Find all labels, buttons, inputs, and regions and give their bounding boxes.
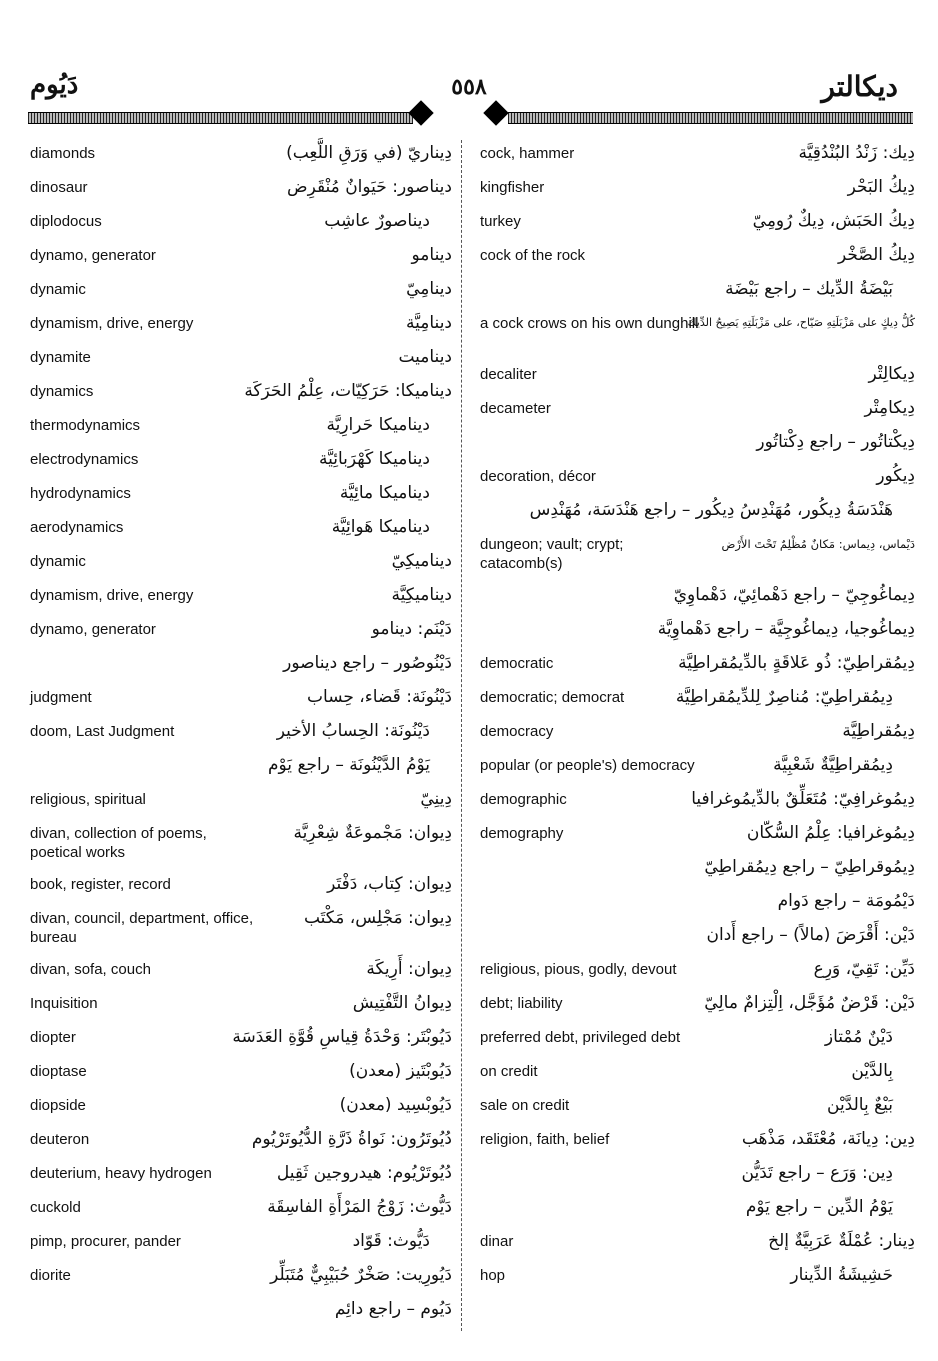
- entry-english: demography: [480, 825, 564, 842]
- entry-arabic: دِين: دِيانَة، مُعْتَقَد، مَذْهَب: [741, 1129, 915, 1149]
- dictionary-entry: [480, 582, 915, 613]
- entry-english: dynamite: [30, 349, 91, 366]
- entry-english: pimp, procurer, pander: [30, 1233, 181, 1250]
- entry-english: religion, faith, belief: [480, 1131, 610, 1148]
- entry-arabic: دِيكالِتْر: [868, 364, 915, 384]
- entry-english: dynamo, generator: [30, 621, 156, 638]
- entry-english: cock, hammer: [480, 145, 575, 162]
- dictionary-entry: [480, 429, 915, 460]
- entry-arabic: دِيوانُ التَّفْتِيش: [352, 993, 452, 1013]
- entry-english: dungeon; vault; crypt; catacomb(s): [480, 536, 624, 572]
- entry-arabic: دَيُوبْتَر: وَحْدَةُ قِياسِ قُوَّةِ العَدَسَة: [232, 1027, 452, 1047]
- dictionary-entry: [480, 174, 915, 205]
- header-rule-right: [508, 112, 913, 124]
- entry-english: religious, spiritual: [30, 791, 146, 808]
- dictionary-entry: [30, 1092, 452, 1123]
- entry-arabic: دَيْنُونَة: قَضاء، حِساب: [307, 687, 452, 707]
- entry-english: on credit: [480, 1063, 538, 1080]
- entry-english: dynamic: [30, 281, 86, 298]
- right-column: [480, 140, 915, 1296]
- dictionary-entry: [30, 718, 452, 749]
- dictionary-entry: [30, 905, 452, 953]
- dictionary-entry: [30, 752, 452, 783]
- dictionary-entry: [30, 582, 452, 613]
- dictionary-entry: [30, 956, 452, 987]
- dictionary-entry: [480, 242, 915, 273]
- entry-english: preferred debt, privileged debt: [480, 1029, 681, 1046]
- entry-english: dinosaur: [30, 179, 88, 196]
- entry-arabic: دِيكُ الحَبَش، دِيكٌ رُومِيّ: [752, 211, 915, 231]
- dictionary-entry: [30, 412, 452, 443]
- dictionary-entry: [480, 820, 915, 851]
- dictionary-entry: [480, 752, 915, 783]
- entry-arabic: ديناميكا حَرارِيَّة: [326, 415, 430, 435]
- dictionary-entry: [30, 820, 452, 868]
- dictionary-entry: [30, 616, 452, 647]
- dictionary-entry: [480, 684, 915, 715]
- entry-arabic: دِيك: زَنْدُ البُنْدُقِيَّة: [798, 143, 915, 163]
- dictionary-entry: [480, 990, 915, 1021]
- entry-arabic: يَوْمُ الدَّيْنُونَة – راجع يَوْم: [268, 755, 430, 775]
- entry-arabic: بِالدَّيْن: [851, 1061, 893, 1081]
- entry-english: dynamo, generator: [30, 247, 156, 264]
- entry-english: cuckold: [30, 1199, 81, 1216]
- dictionary-entry: [480, 395, 915, 426]
- entry-arabic: بَيْضَةُ الدِّيك – راجع بَيْضَة: [725, 279, 893, 299]
- entry-english: dynamism, drive, energy: [30, 315, 194, 332]
- dictionary-entry: [480, 463, 915, 494]
- entry-english: dynamism, drive, energy: [30, 587, 194, 604]
- entry-english: demographic: [480, 791, 567, 808]
- entry-english: diorite: [30, 1267, 71, 1284]
- entry-english: cock of the rock: [480, 247, 586, 264]
- entry-arabic: دَيُّوث: قَوّاد: [352, 1231, 430, 1251]
- dictionary-entry: [30, 344, 452, 375]
- dictionary-entry: [30, 242, 452, 273]
- dictionary-entry: [30, 140, 452, 171]
- entry-english: divan, council, department, office, bureau: [30, 910, 254, 946]
- entry-arabic: ديناميكِيّ: [391, 551, 452, 571]
- dictionary-entry: [30, 1194, 452, 1225]
- entry-arabic: دِيمُقراطِيّ: ذُو عَلاقَةٍ بالدِّيمُقراطِيَّة: [678, 653, 915, 673]
- dictionary-entry: [30, 786, 452, 817]
- dictionary-entry: [480, 1126, 915, 1157]
- entry-english: diopside: [30, 1097, 86, 1114]
- entry-arabic: ديناميت: [398, 347, 452, 367]
- dictionary-entry: [30, 548, 452, 579]
- entry-arabic: دَيْمُومَة – راجع دَوام: [777, 891, 915, 911]
- entry-english: electrodynamics: [30, 451, 139, 468]
- entry-english: democracy: [480, 723, 554, 740]
- entry-english: dinar: [480, 1233, 514, 1250]
- entry-english: diamonds: [30, 145, 96, 162]
- entry-arabic: دِيماغُوجِيّ – راجع دَهْمائِيّ، دَهْماوِيّ: [673, 585, 915, 605]
- dictionary-entry: [480, 922, 915, 953]
- entry-arabic: دِيمُقراطِيّ: مُناصِرٌ لِلدِّيمُقراطِيَّة: [675, 687, 893, 707]
- dictionary-entry: [480, 854, 915, 885]
- entry-arabic: دِيمُوقراطِيّ – راجع دِيمُقراطِيّ: [704, 857, 915, 877]
- dictionary-entry: [480, 1194, 915, 1225]
- entry-arabic: دِيكُور: [876, 466, 915, 486]
- entry-arabic: دَيْنُوصُور – راجع ديناصور: [283, 653, 452, 673]
- entry-english: democratic: [480, 655, 554, 672]
- dictionary-entry: [30, 1058, 452, 1089]
- entry-english: divan, sofa, couch: [30, 961, 151, 978]
- dictionary-entry: [30, 871, 452, 902]
- entry-arabic: دَيْن: قَرْضٌ مُؤَجَّل، اِلْتِزامٌ مالِيّ: [704, 993, 915, 1013]
- dictionary-entry: [480, 1058, 915, 1089]
- entry-english: decoration, décor: [480, 468, 596, 485]
- entry-arabic: ديناميكا مائِيَّة: [339, 483, 430, 503]
- entry-english: popular (or people's) democracy: [480, 757, 695, 774]
- entry-arabic: دُيُوتَرُون: نَواةُ ذَرَّةِ الدُّيُوتَرْيُوم: [251, 1129, 452, 1149]
- entry-arabic: دَيُّوث: زَوْجُ المَرْأَةِ الفاسِقَة: [267, 1197, 452, 1217]
- entry-english: turkey: [480, 213, 521, 230]
- dictionary-entry: [480, 361, 915, 392]
- dictionary-entry: [480, 1262, 915, 1293]
- dictionary-entry: [30, 276, 452, 307]
- entry-arabic: دَيْماس، دِيماس: مَكانٌ مُظْلِمٌ تَحْتَ الأَرْض: [721, 537, 915, 551]
- entry-arabic: دينامِيَّة: [406, 313, 452, 333]
- entry-english: deuteron: [30, 1131, 90, 1148]
- entry-arabic: دَيْن: أَقْرَضَ (مالاً) – راجع أَدان: [706, 925, 915, 945]
- guide-word-right: ديكالتر: [821, 70, 898, 103]
- entry-arabic: دِيوان: مَجْموعَةٌ شِعْرِيَّة: [293, 823, 452, 843]
- dictionary-entry: [480, 1160, 915, 1191]
- entry-english: book, register, record: [30, 876, 171, 893]
- entry-english: thermodynamics: [30, 417, 141, 434]
- entry-arabic: ديناميكا: حَرَكِيّات، عِلْمُ الحَرَكَة: [244, 381, 452, 401]
- page-number: ٥٥٨: [451, 74, 487, 100]
- dictionary-entry: [30, 1262, 452, 1293]
- dictionary-entry: [30, 208, 452, 239]
- entry-arabic: دِيوان: أَرِيكَة: [366, 959, 452, 979]
- dictionary-entry: [480, 956, 915, 987]
- dictionary-entry: [480, 276, 915, 307]
- entry-english: dioptase: [30, 1063, 87, 1080]
- entry-arabic: دَيْنُونَة: الحِسابُ الأخير: [276, 721, 430, 741]
- entry-arabic: دِيمُقراطِيَّة: [842, 721, 915, 741]
- entry-arabic: ديناصورٌ عاشِب: [324, 211, 430, 231]
- dictionary-entry: [480, 310, 915, 358]
- entry-arabic: دِيماغُوجيا، دِيماغُوجِيَّة – راجع دَهْماوِيَّة: [657, 619, 915, 639]
- entry-english: dynamics: [30, 383, 94, 400]
- entry-english: hop: [480, 1267, 506, 1284]
- entry-english: dynamic: [30, 553, 86, 570]
- entry-english: democratic; democrat: [480, 689, 625, 706]
- dictionary-entry: [480, 786, 915, 817]
- dictionary-entry: [30, 1024, 452, 1055]
- entry-english: aerodynamics: [30, 519, 124, 536]
- dictionary-entry: [30, 1228, 452, 1259]
- entry-english: decameter: [480, 400, 551, 417]
- entry-arabic: بَيْعٌ بِالدَّيْن: [827, 1095, 893, 1115]
- dictionary-entry: [30, 1126, 452, 1157]
- entry-arabic: دِينار: عُمْلَةٌ عَرَبِيَّةٌ إلخ: [768, 1231, 915, 1251]
- dictionary-entry: [480, 1024, 915, 1055]
- entry-arabic: دَيْنَم: دينامو: [371, 619, 452, 639]
- entry-english: deuterium, heavy hydrogen: [30, 1165, 212, 1182]
- entry-arabic: دِين: وَرَع – راجع تَدَيُّن: [741, 1163, 893, 1183]
- entry-arabic: دَيُورِيت: صَخْرٌ حُبَيْبِيٌّ مُتَبَلِّر: [270, 1265, 452, 1285]
- entry-arabic: دينامو: [411, 245, 452, 265]
- entry-english: diplodocus: [30, 213, 102, 230]
- entry-arabic: دِينِيّ: [420, 789, 452, 809]
- entry-english: judgment: [30, 689, 92, 706]
- entry-arabic: دِيكُ الصَّخْر: [837, 245, 915, 265]
- header-rule-left: [28, 112, 413, 124]
- dictionary-entry: [480, 531, 915, 579]
- entry-english: doom, Last Judgment: [30, 723, 175, 740]
- dictionary-entry: [480, 616, 915, 647]
- entry-arabic: ديناميكا هَوائِيَّة: [331, 517, 430, 537]
- entry-english: hydrodynamics: [30, 485, 131, 502]
- dictionary-entry: [30, 378, 452, 409]
- entry-english: sale on credit: [480, 1097, 570, 1114]
- diamond-ornament-icon: [483, 100, 508, 125]
- entry-arabic: دَيُوبْتَيز (معدن): [349, 1061, 452, 1081]
- entry-arabic: دِيمُقراطِيَّةٌ شَعْبِيَّة: [773, 755, 893, 775]
- column-divider: [461, 140, 462, 1331]
- entry-arabic: ديناصور: حَيَوانٌ مُنْقَرِض: [287, 177, 452, 197]
- entry-arabic: دِيمُوغرافيا: عِلْمُ السُّكّان: [746, 823, 915, 843]
- dictionary-entry: [30, 1296, 452, 1327]
- dictionary-entry: [480, 718, 915, 749]
- dictionary-entry: [30, 684, 452, 715]
- dictionary-entry: [480, 208, 915, 239]
- entry-arabic: دَيِّن: تَقِيّ، وَرِع: [813, 959, 915, 979]
- entry-arabic: دِيناريّ (في وَرَقِ اللَّعِب): [286, 143, 452, 163]
- entry-arabic: دِيكْتاتُور – راجع دِكْتاتُور: [756, 432, 915, 452]
- dictionary-entry: [30, 1160, 452, 1191]
- dictionary-entry: [30, 650, 452, 681]
- entry-arabic: ديناميكا كَهْرَبائِيَّة: [318, 449, 430, 469]
- left-column: [30, 140, 452, 1330]
- entry-english: a cock crows on his own dunghill: [480, 315, 699, 332]
- entry-arabic: هَنْدَسَةُ دِيكُور، مُهَنْدِسُ دِيكُور – راجع هَنْدَسَة، مُهَنْدِس: [529, 500, 893, 520]
- dictionary-entry: [30, 990, 452, 1021]
- dictionary-entry: [480, 140, 915, 171]
- entry-arabic: كُلُّ دِيكٍ على مَزْبَلَتِهِ صَيّاح، على مَزْبَلَتِهِ يَصِيحُ الدِّيك: [687, 316, 915, 329]
- entry-english: religious, pious, godly, devout: [480, 961, 677, 978]
- dictionary-entry: [480, 1092, 915, 1123]
- entry-arabic: يَوْمُ الدِّين – راجع يَوْم: [745, 1197, 893, 1217]
- dictionary-entry: [30, 446, 452, 477]
- entry-arabic: دِيكُ البَحْر: [847, 177, 915, 197]
- entry-arabic: دِيوان: مَجْلِس، مَكْتَب: [303, 908, 452, 928]
- entry-arabic: دُيُوتَرْيُوم: هيدروجين ثَقِيل: [276, 1163, 452, 1183]
- guide-word-left: دَيُوم: [30, 70, 79, 100]
- entry-arabic: دِيوان: كِتاب، دَفْتَر: [327, 874, 452, 894]
- entry-english: kingfisher: [480, 179, 545, 196]
- entry-arabic: دَيُوبْسِيد (معدن): [339, 1095, 452, 1115]
- entry-arabic: حَشِيشَةُ الدِّينار: [790, 1265, 893, 1285]
- dictionary-entry: [480, 888, 915, 919]
- entry-arabic: ديناميكِيَّة: [391, 585, 452, 605]
- dictionary-entry: [480, 650, 915, 681]
- entry-arabic: دينامِيّ: [406, 279, 452, 299]
- dictionary-entry: [30, 310, 452, 341]
- entry-arabic: دَيْنٌ مُمْتاز: [824, 1027, 893, 1047]
- entry-english: diopter: [30, 1029, 76, 1046]
- entry-arabic: دِيكامِتْر: [864, 398, 915, 418]
- entry-english: divan, collection of poems, poetical works: [30, 825, 207, 861]
- dictionary-entry: [30, 174, 452, 205]
- entry-arabic: دَيُوم – راجع دائِم: [334, 1299, 452, 1319]
- dictionary-entry: [480, 497, 915, 528]
- entry-arabic: دِيمُوغرافِيّ: مُتَعَلِّقٌ بالدِّيمُوغرافيا: [691, 789, 915, 809]
- dictionary-entry: [480, 1228, 915, 1259]
- dictionary-entry: [30, 480, 452, 511]
- dictionary-entry: [30, 514, 452, 545]
- entry-english: decaliter: [480, 366, 537, 383]
- entry-english: debt; liability: [480, 995, 563, 1012]
- entry-english: Inquisition: [30, 995, 98, 1012]
